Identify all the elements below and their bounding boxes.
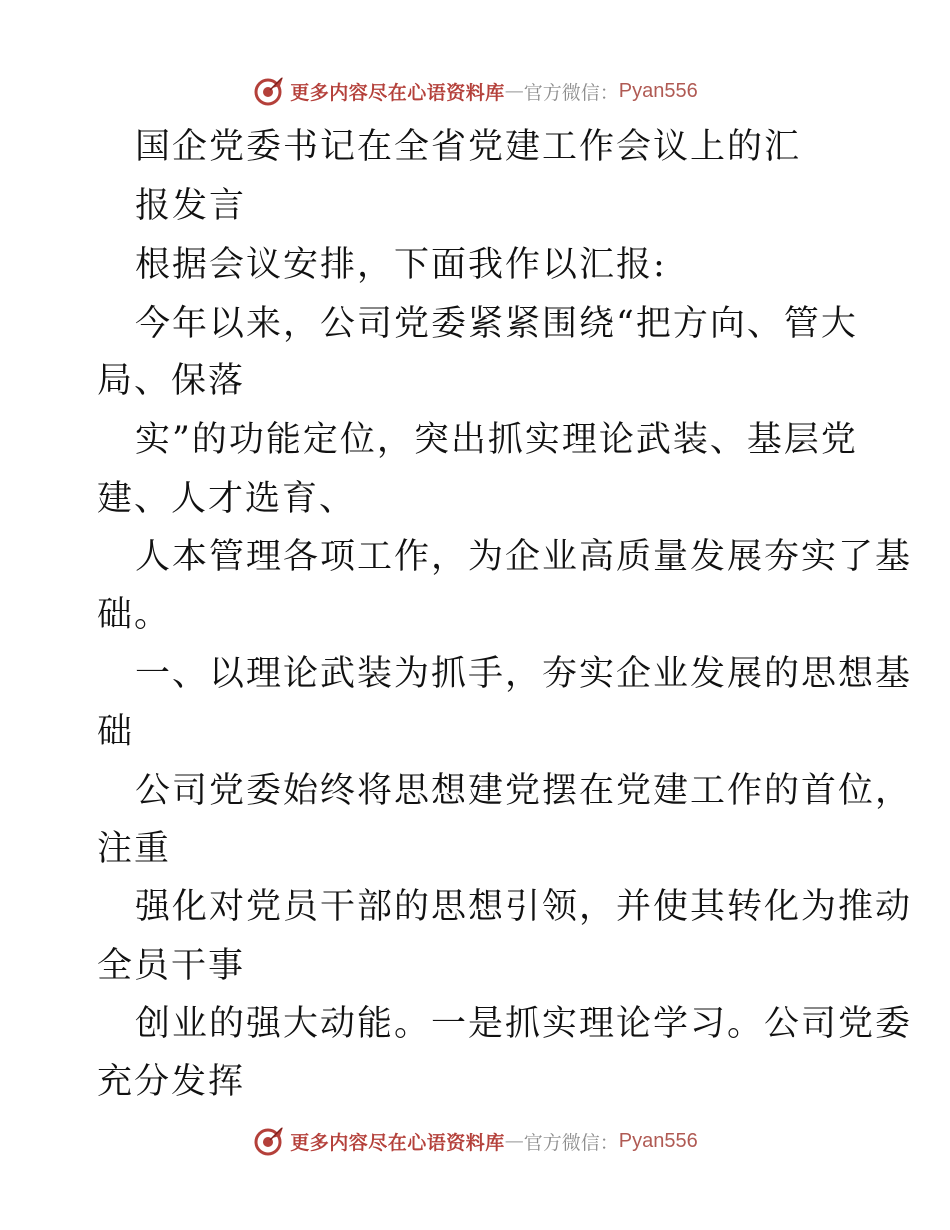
- section-heading-line: 础: [97, 712, 135, 752]
- watermark-wechat-label: 官方微信：: [523, 81, 619, 104]
- title-line-1: 国企党委书记在全省党建工作会议上的汇: [135, 127, 802, 167]
- paragraph-line: 全员干事: [97, 946, 246, 986]
- section-heading-line: 一、以理论武装为抓手，夯实企业发展的思想基: [135, 654, 913, 694]
- footer-watermark: [0, 1121, 950, 1161]
- paragraph-line: 实”的功能定位，突出抓实理论武装、基层党: [135, 420, 858, 460]
- watermark-dash: —: [504, 1130, 524, 1152]
- paragraph-line: 充分发挥: [97, 1062, 246, 1102]
- paragraph-line: 公司党委始终将思想建党摆在党建工作的首位，: [135, 771, 913, 811]
- watermark-dash: —: [504, 80, 524, 102]
- paragraph-line: 根据会议安排，下面我作以汇报:: [135, 245, 667, 285]
- watermark-wechat-id: Pyan556: [618, 1129, 698, 1152]
- paragraph-line: 注重: [97, 829, 172, 869]
- watermark-brand: 更多内容尽在心语资料库: [290, 81, 505, 104]
- watermark-brand: 更多内容尽在心语资料库: [290, 1131, 505, 1154]
- paragraph-line: 强化对党员干部的思想引领，并使其转化为推动: [135, 887, 913, 927]
- quill-logo-icon: [252, 1124, 286, 1158]
- paragraph-line: 局、保落: [97, 361, 246, 401]
- watermark-wechat-id: Pyan556: [618, 79, 698, 102]
- title-line-2: 报发言: [135, 186, 247, 226]
- paragraph-line: 创业的强大动能。一是抓实理论学习。公司党委: [135, 1004, 913, 1044]
- paragraph-line: 今年以来，公司党委紧紧围绕“把方向、管大: [135, 304, 858, 344]
- paragraph-line: 建、人才选育、: [97, 479, 357, 519]
- paragraph-line: 础。: [97, 595, 172, 635]
- paragraph-line: 人本管理各项工作，为企业高质量发展夯实了基: [135, 537, 913, 577]
- watermark-wechat-label: 官方微信：: [523, 1131, 619, 1154]
